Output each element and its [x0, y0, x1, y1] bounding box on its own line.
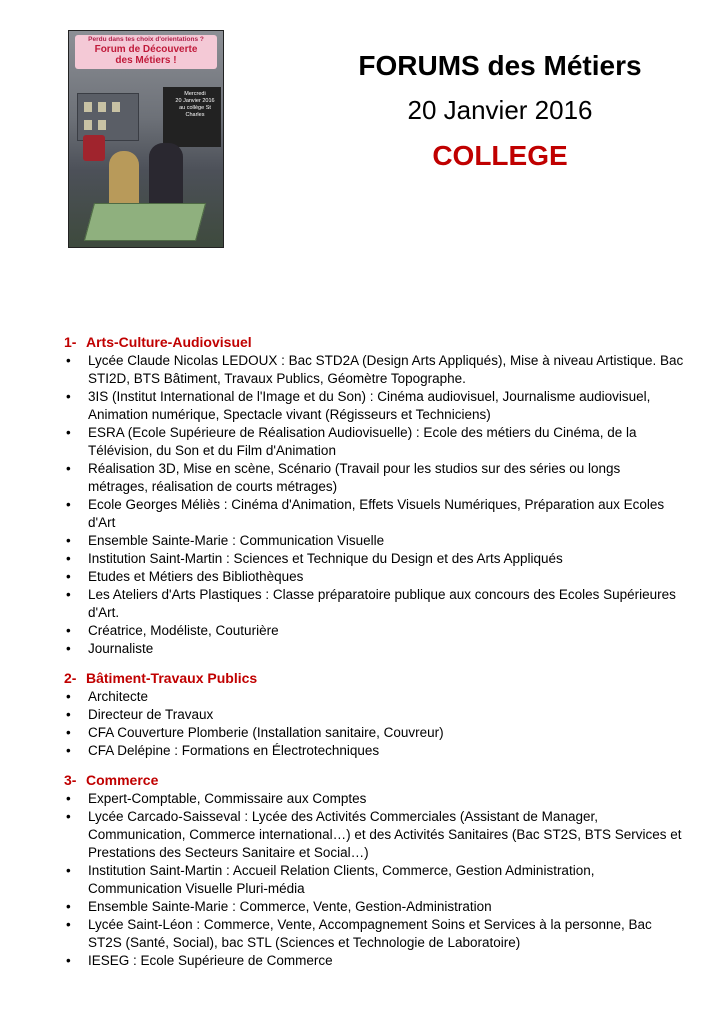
section-2: [64, 668, 684, 760]
bullet-list: [64, 790, 684, 970]
poster-info-line: Mercredi: [184, 91, 206, 97]
section-3: [64, 770, 684, 970]
section-heading: [64, 332, 684, 352]
event-date: 20 Janvier 2016: [407, 95, 593, 125]
section-number: 1-: [64, 334, 77, 350]
section-heading: [64, 668, 684, 688]
title-block: [300, 48, 700, 174]
list-item: • Directeur de Travaux: [64, 706, 684, 724]
list-item: • CFA Couverture Plomberie (Installation sanitaire, Couvreur): [64, 724, 684, 742]
poster-forum-line1: Forum de Découverte: [94, 44, 198, 55]
poster-figure-dark: [149, 143, 183, 209]
list-item: • Ensemble Sainte-Marie : Communication Visuelle: [64, 532, 684, 550]
list-item: • Etudes et Métiers des Bibliothèques: [64, 568, 684, 586]
list-item: • Journaliste: [64, 640, 684, 658]
section-title: Bâtiment-Travaux Publics: [86, 670, 258, 686]
list-item: • Lycée Carcado-Saisseval : Lycée des Activités Commerciales (Assistant de Manager, Communication, Commerce international…) et des Activités Sanitaires (Bac ST2S, BTS Services et Prestations des Secteurs Sanitaire et Social…): [64, 808, 684, 862]
list-item: • Institution Saint-Martin : Sciences et Technique du Design et des Arts Appliqués: [64, 550, 684, 568]
poster-info-line: au collège St Charles: [179, 105, 211, 118]
page-title: FORUMS des Métiers: [358, 50, 642, 81]
poster-map-illustration: [84, 203, 206, 241]
list-item: • CFA Delépine : Formations en Électrotechniques: [64, 742, 684, 760]
list-item: • 3IS (Institut International de l'Image et du Son) : Cinéma audiovisuel, Journalisme audiovisuel, Animation numérique, Spectacle vivant (Régisseurs et Techniciens): [64, 388, 684, 424]
list-item: • Réalisation 3D, Mise en scène, Scénario (Travail pour les studios sur des séries ou longs métrages, réalisation de courts métrages): [64, 460, 684, 496]
poster-building-illustration: [77, 93, 139, 141]
forum-poster-image: [68, 30, 224, 248]
poster-figure-blonde: [109, 151, 139, 207]
list-item: • Institution Saint-Martin : Accueil Relation Clients, Commerce, Gestion Administration, Communication Visuelle Pluri-média: [64, 862, 684, 898]
bullet-list: [64, 688, 684, 760]
list-item: • Lycée Saint-Léon : Commerce, Vente, Accompagnement Soins et Services à la personne, Bac ST2S (Santé, Social), bac STL (Sciences et Technologie de Laboratoire): [64, 916, 684, 952]
section-number: 3-: [64, 772, 77, 788]
document-body: [64, 332, 684, 980]
section-title: Commerce: [86, 772, 159, 788]
section-heading: [64, 770, 684, 790]
section-1: [64, 332, 684, 658]
level-label: COLLEGE: [432, 140, 568, 171]
list-item: • Architecte: [64, 688, 684, 706]
list-item: • Ecole Georges Méliès : Cinéma d'Animation, Effets Visuels Numériques, Préparation aux Ecoles d'Art: [64, 496, 684, 532]
poster-forum-line2: des Métiers !: [115, 55, 177, 66]
list-item: • Ensemble Sainte-Marie : Commerce, Vente, Gestion-Administration: [64, 898, 684, 916]
bullet-list: [64, 352, 684, 658]
list-item: • Créatrice, Modéliste, Couturière: [64, 622, 684, 640]
poster-top-line: Perdu dans tes choix d'orientations ?: [88, 36, 204, 43]
list-item: • ESRA (Ecole Supérieure de Réalisation Audiovisuelle) : Ecole des métiers du Cinéma, de la Télévision, du Son et du Film d'Animation: [64, 424, 684, 460]
poster-banner: [75, 35, 217, 69]
section-title: Arts-Culture-Audiovisuel: [86, 334, 252, 350]
list-item: • IESEG : Ecole Supérieure de Commerce: [64, 952, 684, 970]
poster-sign-illustration: [83, 135, 105, 161]
list-item: • Expert-Comptable, Commissaire aux Comptes: [64, 790, 684, 808]
list-item: • Les Ateliers d'Arts Plastiques : Classe préparatoire publique aux concours des Ecoles Supérieures d'Art.: [64, 586, 684, 622]
poster-info-text: [169, 91, 221, 119]
section-number: 2-: [64, 670, 77, 686]
poster-info-line: 20 Janvier 2016: [175, 98, 215, 104]
list-item: • Lycée Claude Nicolas LEDOUX : Bac STD2A (Design Arts Appliqués), Mise à niveau Artistique. Bac STI2D, BTS Bâtiment, Travaux Publics, Géomètre Topographe.: [64, 352, 684, 388]
